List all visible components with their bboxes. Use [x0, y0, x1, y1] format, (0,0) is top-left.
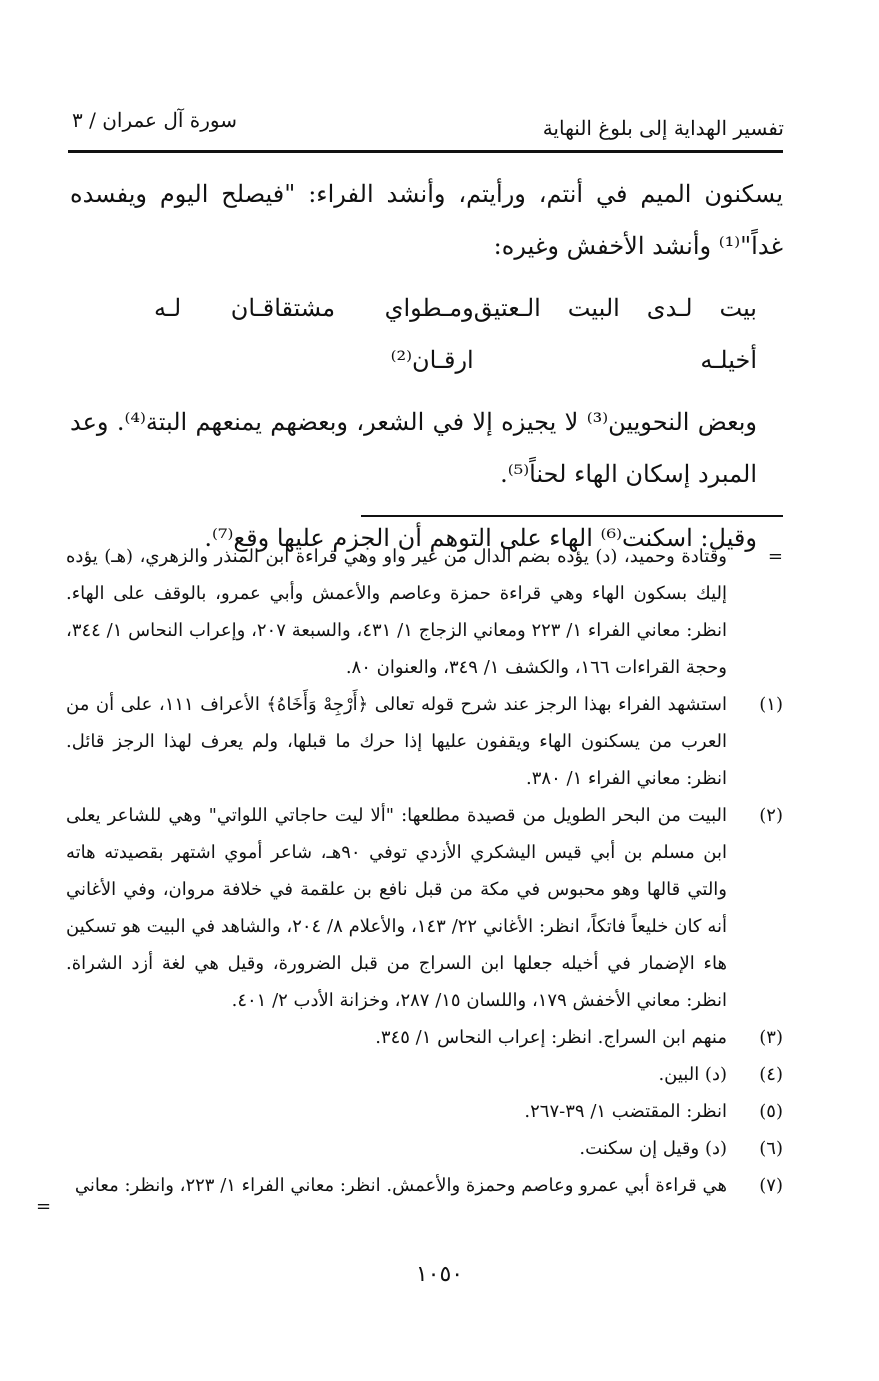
paragraph-2: وبعض النحويين⁽³⁾ لا يجيزه إلا في الشعر، وبعضهم يمنعهم البتة⁽⁴⁾. وعد المبرد إسكان الهاء لحناً⁽⁵⁾. [70, 408, 757, 488]
continuation-mark: = [767, 546, 783, 567]
footnote-number: (٢) [759, 805, 783, 826]
running-header-surah: سورة آل عمران / ٣ [72, 108, 238, 132]
footnote-rule [361, 515, 783, 517]
footnote-text: البيت من البحر الطويل من قصيدة مطلعها: "ألا ليت حاجاتي اللواتي" وهي للشاعر يعلى ابن مسلم بن أبي قيس اليشكري الأزدي توفي ٩٠هـ، شاعر أموي اشتهر بقصيدته هاته والتي قالها وهو محبوس في مكة من قبل نافع بن علقمة في خلافة مروان، وفي الأغاني أنه كان خليعاً فاتكاً، انظر: الأغاني ٢٢/ ١٤٣، والأعلام ٨/ ٢٠٤، والشاهد في البيت هو تسكين هاء الإضمار في أخيله جعلها ابن السراج من قبل الضرورة، وقيل هي لغة أزد الشراة. انظر: معاني الأخفش ١٧٩، واللسان ١٥/ ٢٨٧، وخزانة الأدب ٢/ ٤٠١. [66, 805, 727, 1011]
footnote-text: استشهد الفراء بهذا الرجز عند شرح قوله تعالى ﴿أَرْجِهْ وَأَخَاهُ﴾ الأعراف ١١١، على أن من العرب من يسكنون الهاء ويقفون عليها إذا حرك ما قبلها، ولم يعرف لهذا الرجز قائل. انظر: معاني الفراء ١/ ٣٨٠. [66, 694, 727, 789]
footnote-number: (٥) [759, 1101, 783, 1122]
paragraph-1: يسكنون الميم في أنتم، ورأيتم، وأنشد الفراء: "فيصلح اليوم ويفسده غداً"⁽¹⁾ وأنشد الأخفش وغيره: [70, 180, 784, 260]
footnote-number: (٣) [759, 1027, 783, 1048]
footnote-continuation [66, 538, 783, 686]
footnote-number: (٦) [759, 1138, 783, 1159]
header-rule [68, 150, 783, 153]
footnote-text: (د) البين. [658, 1064, 727, 1085]
footnote-number: (١) [759, 694, 783, 715]
footnote-number: (٧) [759, 1175, 783, 1196]
main-text [70, 168, 783, 564]
footnote-item [66, 797, 783, 1019]
footnotes [66, 538, 783, 1204]
footnote-text: انظر: المقتضب ١/ ٣٩-٢٦٧. [524, 1101, 727, 1122]
footnote-item [66, 1019, 783, 1056]
footnote-continuation-text: وقتادة وحميد، (د) يؤده بضم الدال من غير واو وهي قراءة ابن المنذر والزهري، (هـ) يؤده إليك بسكون الهاء وهي قراءة حمزة وعاصم والأعمش وأبي عمرو، بالوقف على الهاء. انظر: معاني الفراء ١/ ٢٢٣ ومعاني الزجاج ١/ ٤٣١، والسبعة ٢٠٧، وإعراب النحاس ١/ ٣٤٤، وحجة القراءات ١٦٦، والكشف ١/ ٣٤٩، والعنوان ٨٠. [66, 546, 727, 678]
footnote-text: هي قراءة أبي عمرو وعاصم وحمزة والأعمش. انظر: معاني الفراء ١/ ٢٢٣، وانظر: معاني [74, 1175, 727, 1196]
continued-mark: = [36, 1196, 52, 1217]
poetry-verse [70, 282, 783, 386]
running-header-title: تفسير الهداية إلى بلوغ النهاية [542, 116, 784, 140]
verse-second-hemistich: ومـطواي مشتقاقـان لـه ارقـان⁽²⁾ [154, 294, 474, 374]
footnote-text: (د) وقيل إن سكنت. [579, 1138, 727, 1159]
footnote-item [66, 686, 783, 797]
page-number: ١٠٥٠ [415, 1262, 464, 1287]
footnote-item [66, 1167, 783, 1204]
footnote-item [66, 1093, 783, 1130]
footnote-item [66, 1056, 783, 1093]
footnote-number: (٤) [759, 1064, 783, 1085]
footnote-item [66, 1130, 783, 1167]
footnote-text: منهم ابن السراج. انظر: إعراب النحاس ١/ ٣٤٥. [375, 1027, 727, 1048]
paragraph-3: وقيل: اسكنت⁽⁶⁾ الهاء على التوهم أن الجزم عليها وقع⁽⁷⁾. [204, 524, 757, 552]
verse-first-hemistich: بيت لـدى البيت الـعتيق أخيلـه [473, 294, 757, 374]
